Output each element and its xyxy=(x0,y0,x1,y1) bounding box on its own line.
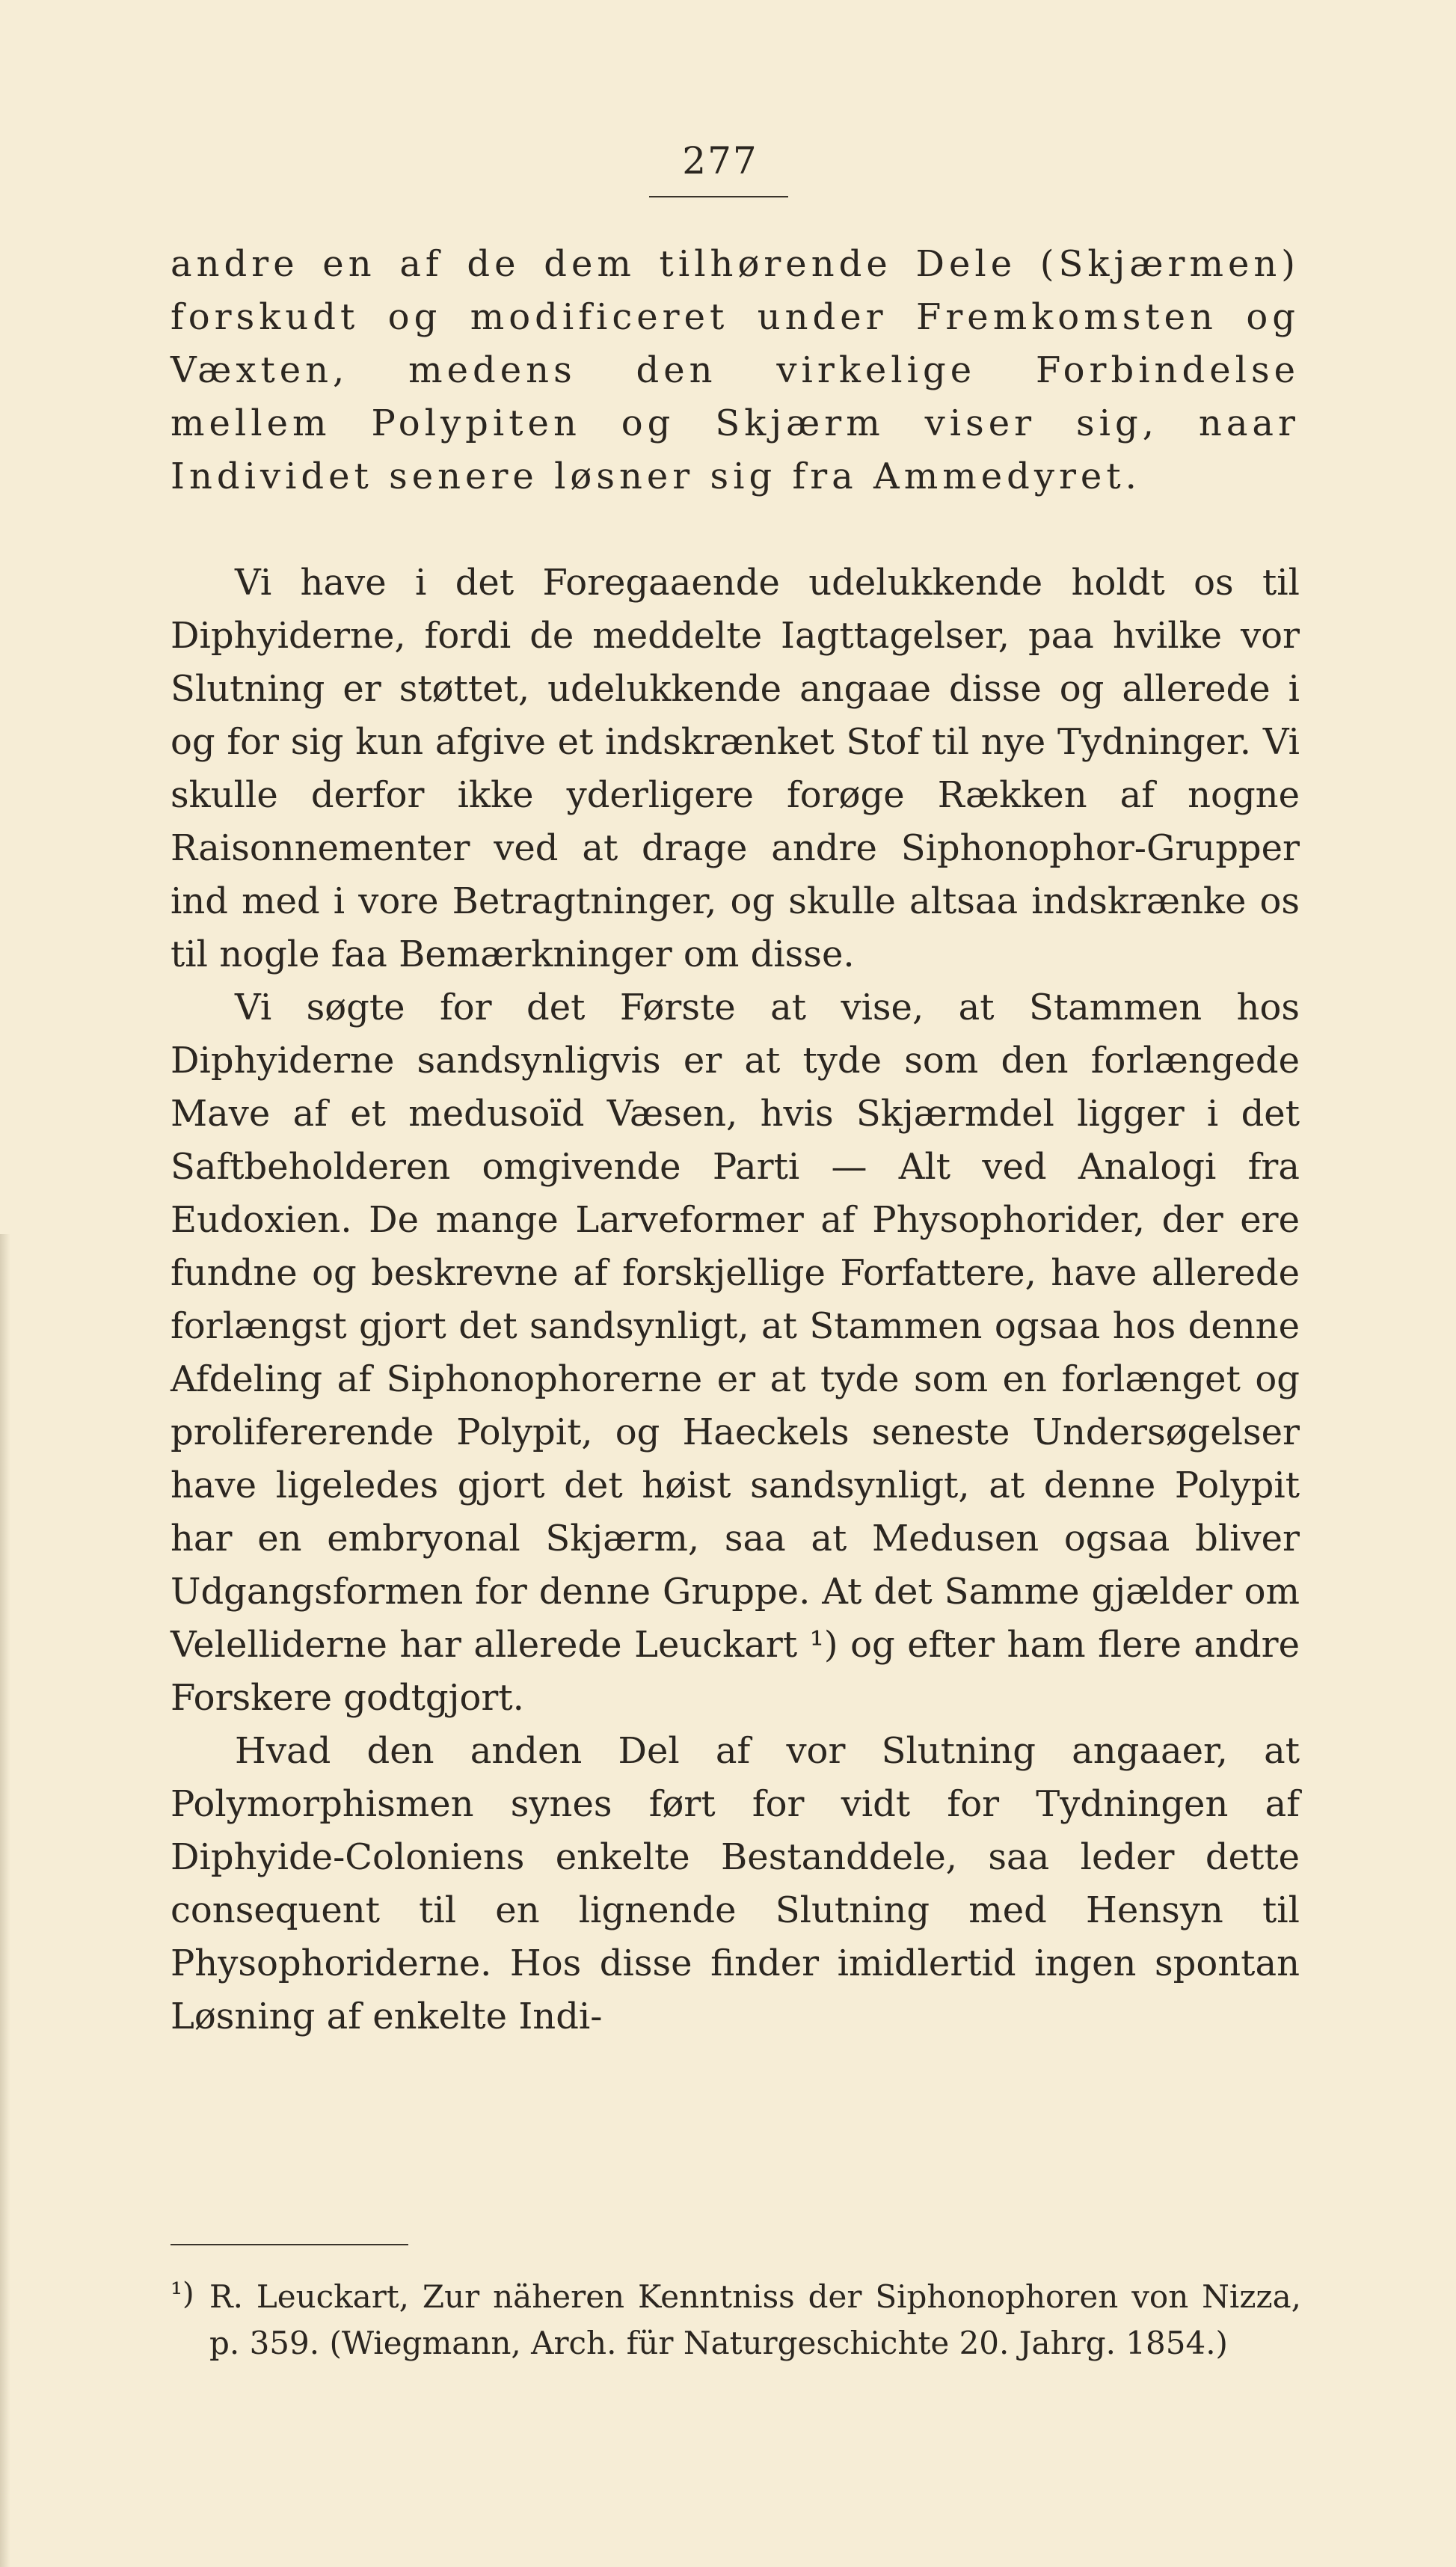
page-number: 277 xyxy=(682,139,758,183)
body-text xyxy=(171,238,1300,2043)
paragraph-polymorphismen: Hvad den anden Del af vor Slutning angaaer, at Polymorphismen synes ført for vidt for Tydningen af Diphyide-Coloniens enkelte Bestanddele, saa leder dette consequent til en lignende Slutning med Hensyn til Physophoriderne. Hos disse finder imidlertid ingen spontan Løsning af enkelte Indi- xyxy=(171,1730,1300,2037)
page-gutter-shadow xyxy=(0,1234,10,2567)
paragraph-stammen: Vi søgte for det Første at vise, at Stammen hos Diphyiderne sandsynligvis er at tyde som den forlængede Mave af et medusoïd Væsen, hvis Skjærmdel ligger i det Saftbeholderen omgivende Parti — Alt ved Analogi fra Eudoxien. De mange Larveformer af Physophorider, der ere fundne og beskrevne af forskjellige Forfattere, have allerede forlængst gjort det sandsynligt, at Stammen ogsaa hos denne Afdeling af Siphonophorerne er at tyde som en forlænget og prolifererende Polypit, og Haeckels seneste Undersøgelser have ligeledes gjort det høist sandsynligt, at denne Polypit har en embryonal Skjærm, saa at Medusen ogsaa bliver Udgangsformen for denne Gruppe. At det Samme gjælder om Velelliderne har allerede Leuckart ¹) og efter ham flere andre Forskere godtgjort. xyxy=(171,987,1300,1719)
header-rule xyxy=(649,196,788,197)
paragraph-diphyiderne: Vi have i det Foregaaende udelukkende holdt os til Diphyiderne, fordi de meddelte Iagttagelser, paa hvilke vor Slutning er støttet, udelukkende angaae disse og allerede i og for sig kun afgive et indskrænket Stof til nye Tydninger. Vi skulle derfor ikke yderligere forøge Rækken af nogne Raisonnementer ved at drage andre Siphonophor-Grupper ind med i vore Betragtninger, og skulle altsaa indskrænke os til nogle faa Bemærkninger om disse. xyxy=(171,562,1300,975)
footnote-marker: ¹) xyxy=(171,2277,194,2311)
paragraph-continuation: andre en af de dem tilhørende Dele (Skjærmen) forskudt og modificeret under Fremkomsten og Væxten, medens den virkelige Forbindelse mellem Polypiten og Skjærm viser sig, naar Individet senere løsner sig fra Ammedyret. xyxy=(171,243,1300,497)
footnote-rule xyxy=(171,2244,408,2245)
footnote xyxy=(171,2274,1301,2367)
footnote-text: R. Leuckart, Zur näheren Kenntniss der Siphonophoren von Nizza, p. 359. (Wiegmann, Arch. für Naturgeschichte 20. Jahrg. 1854.) xyxy=(209,2278,1301,2361)
